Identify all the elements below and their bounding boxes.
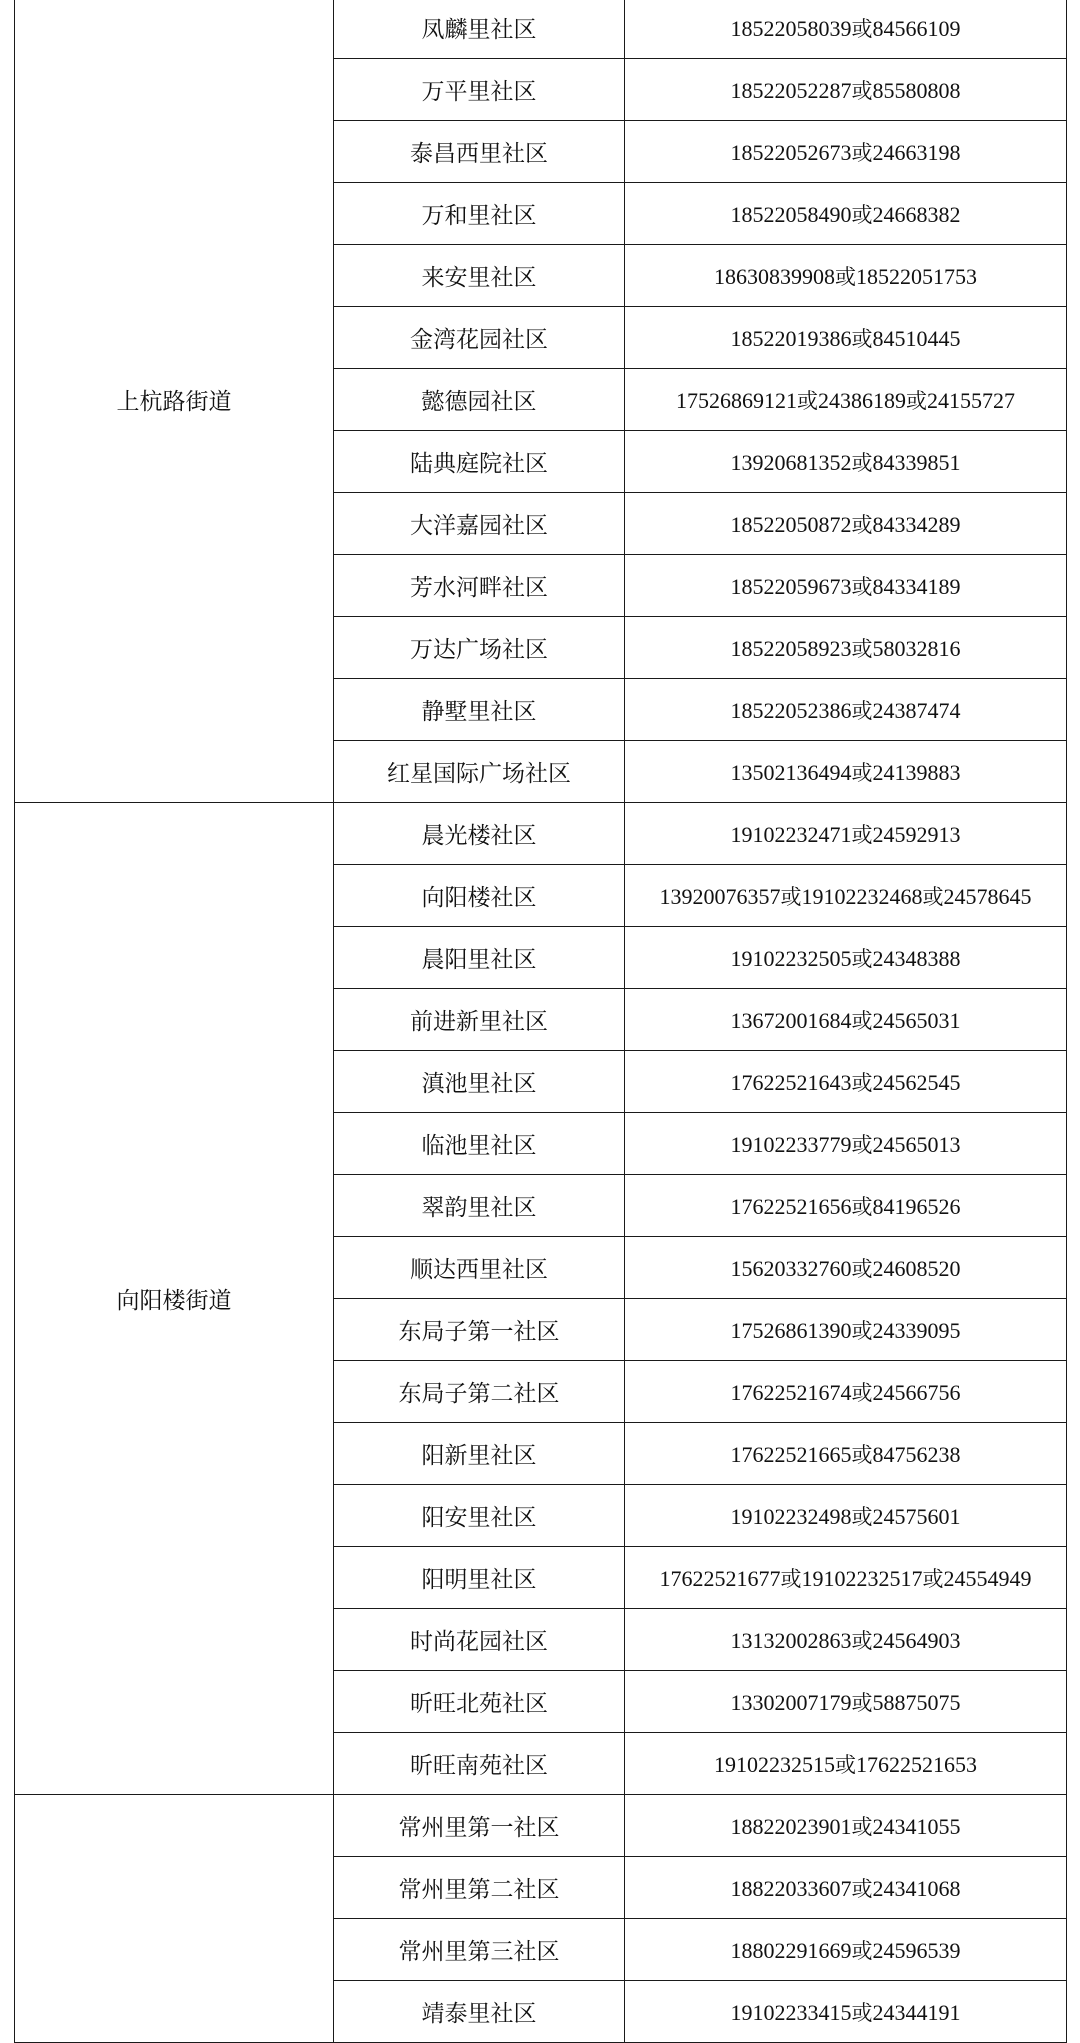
community-name-cell: 昕旺南苑社区 xyxy=(334,1733,625,1795)
phone-number-cell: 18522058490或24668382 xyxy=(625,183,1067,245)
community-name-cell: 东局子第一社区 xyxy=(334,1299,625,1361)
community-name-cell: 靖泰里社区 xyxy=(334,1981,625,2043)
phone-number-cell: 18522058039或84566109 xyxy=(625,0,1067,59)
phone-number-cell: 13672001684或24565031 xyxy=(625,989,1067,1051)
community-name-cell: 陆典庭院社区 xyxy=(334,431,625,493)
community-name-cell: 万和里社区 xyxy=(334,183,625,245)
table-row xyxy=(15,1795,1067,1857)
community-name-cell: 来安里社区 xyxy=(334,245,625,307)
community-name-cell: 芳水河畔社区 xyxy=(334,555,625,617)
community-name-cell: 阳明里社区 xyxy=(334,1547,625,1609)
community-name-cell: 万平里社区 xyxy=(334,59,625,121)
street-name-cell xyxy=(15,1795,334,2043)
community-name-cell: 向阳楼社区 xyxy=(334,865,625,927)
phone-number-cell: 17526869121或24386189或24155727 xyxy=(625,369,1067,431)
phone-number-cell: 18522059673或84334189 xyxy=(625,555,1067,617)
phone-number-cell: 18522052386或24387474 xyxy=(625,679,1067,741)
phone-number-cell: 18522019386或84510445 xyxy=(625,307,1067,369)
community-name-cell: 懿德园社区 xyxy=(334,369,625,431)
phone-number-cell: 17622521665或84756238 xyxy=(625,1423,1067,1485)
community-name-cell: 昕旺北苑社区 xyxy=(334,1671,625,1733)
table-row xyxy=(15,803,1067,865)
phone-number-cell: 17622521656或84196526 xyxy=(625,1175,1067,1237)
community-name-cell: 常州里第三社区 xyxy=(334,1919,625,1981)
phone-number-cell: 19102232498或24575601 xyxy=(625,1485,1067,1547)
community-name-cell: 泰昌西里社区 xyxy=(334,121,625,183)
community-contact-table xyxy=(14,0,1067,2043)
phone-number-cell: 19102232471或24592913 xyxy=(625,803,1067,865)
community-name-cell: 常州里第二社区 xyxy=(334,1857,625,1919)
community-name-cell: 阳安里社区 xyxy=(334,1485,625,1547)
community-name-cell: 时尚花园社区 xyxy=(334,1609,625,1671)
phone-number-cell: 13302007179或58875075 xyxy=(625,1671,1067,1733)
phone-number-cell: 18522052287或85580808 xyxy=(625,59,1067,121)
phone-number-cell: 13502136494或24139883 xyxy=(625,741,1067,803)
phone-number-cell: 18822033607或24341068 xyxy=(625,1857,1067,1919)
phone-number-cell: 19102233779或24565013 xyxy=(625,1113,1067,1175)
community-contact-table-sheet xyxy=(14,0,1066,2043)
community-name-cell: 凤麟里社区 xyxy=(334,0,625,59)
phone-number-cell: 17622521674或24566756 xyxy=(625,1361,1067,1423)
phone-number-cell: 18522050872或84334289 xyxy=(625,493,1067,555)
community-name-cell: 金湾花园社区 xyxy=(334,307,625,369)
community-name-cell: 常州里第一社区 xyxy=(334,1795,625,1857)
phone-number-cell: 18630839908或18522051753 xyxy=(625,245,1067,307)
community-name-cell: 阳新里社区 xyxy=(334,1423,625,1485)
community-name-cell: 临池里社区 xyxy=(334,1113,625,1175)
community-name-cell: 大洋嘉园社区 xyxy=(334,493,625,555)
community-name-cell: 东局子第二社区 xyxy=(334,1361,625,1423)
community-name-cell: 顺达西里社区 xyxy=(334,1237,625,1299)
phone-number-cell: 18522058923或58032816 xyxy=(625,617,1067,679)
phone-number-cell: 17622521643或24562545 xyxy=(625,1051,1067,1113)
phone-number-cell: 13132002863或24564903 xyxy=(625,1609,1067,1671)
phone-number-cell: 13920681352或84339851 xyxy=(625,431,1067,493)
community-name-cell: 晨光楼社区 xyxy=(334,803,625,865)
community-name-cell: 前进新里社区 xyxy=(334,989,625,1051)
table-row xyxy=(15,0,1067,59)
phone-number-cell: 18522052673或24663198 xyxy=(625,121,1067,183)
community-name-cell: 万达广场社区 xyxy=(334,617,625,679)
phone-number-cell: 17526861390或24339095 xyxy=(625,1299,1067,1361)
community-name-cell: 红星国际广场社区 xyxy=(334,741,625,803)
phone-number-cell: 19102232515或17622521653 xyxy=(625,1733,1067,1795)
phone-number-cell: 19102233415或24344191 xyxy=(625,1981,1067,2043)
street-name-cell: 向阳楼街道 xyxy=(15,803,334,1795)
table-body xyxy=(15,0,1067,2043)
phone-number-cell: 19102232505或24348388 xyxy=(625,927,1067,989)
phone-number-cell: 18822023901或24341055 xyxy=(625,1795,1067,1857)
phone-number-cell: 18802291669或24596539 xyxy=(625,1919,1067,1981)
community-name-cell: 晨阳里社区 xyxy=(334,927,625,989)
phone-number-cell: 13920076357或19102232468或24578645 xyxy=(625,865,1067,927)
street-name-cell: 上杭路街道 xyxy=(15,0,334,803)
community-name-cell: 翠韵里社区 xyxy=(334,1175,625,1237)
community-name-cell: 滇池里社区 xyxy=(334,1051,625,1113)
phone-number-cell: 17622521677或19102232517或24554949 xyxy=(625,1547,1067,1609)
community-name-cell: 静墅里社区 xyxy=(334,679,625,741)
phone-number-cell: 15620332760或24608520 xyxy=(625,1237,1067,1299)
